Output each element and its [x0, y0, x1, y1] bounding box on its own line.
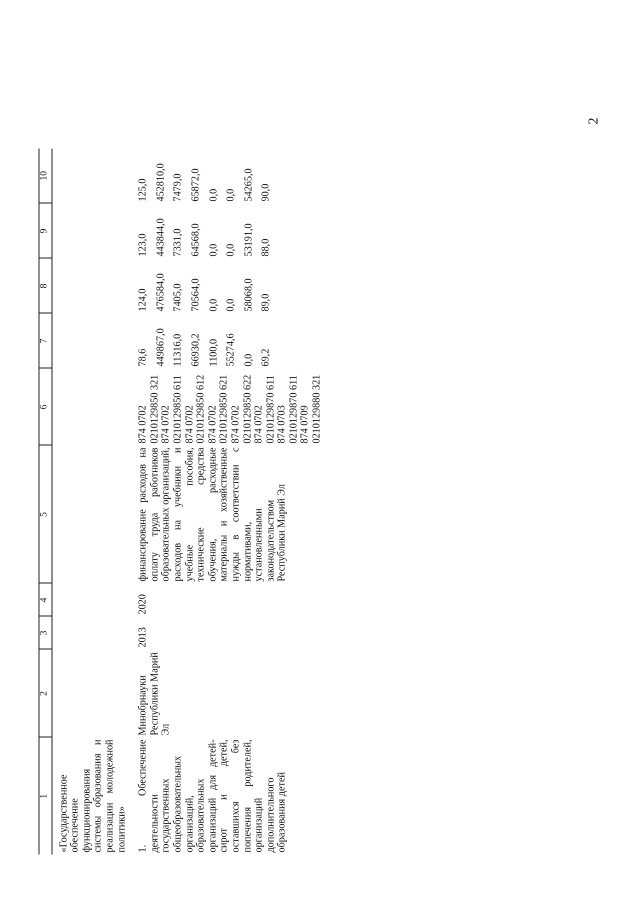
value: 11316,0	[172, 333, 184, 367]
column-header: 7	[39, 314, 52, 369]
budget-code-cell	[138, 369, 324, 446]
value: 78,6	[137, 348, 149, 367]
value: 90,0	[260, 183, 272, 202]
values-col8	[138, 259, 324, 314]
description-cell: финансирование расходов на оплату труда работников образовательных организаций, расходов на учебники и учебные пособия, технические средства обучения, расходные материалы и хозяйственные нужды в соответствии с нормативами, установленными законодательством Республики Марий Эл	[137, 447, 288, 582]
budget-code: 874 0702 0210129850 612	[184, 374, 207, 444]
value: 7479,0	[172, 173, 184, 202]
values-col10	[138, 149, 324, 204]
value: 54265,0	[243, 168, 255, 202]
start-year-cell: 2013	[137, 627, 149, 648]
page-number: 2	[586, 117, 602, 125]
column-header: 9	[39, 204, 52, 259]
column-header: 3	[39, 617, 52, 650]
budget-code: 874 0702 0210129850 622	[230, 374, 253, 444]
value: 0,0	[208, 243, 220, 257]
value: 0,0	[225, 243, 237, 257]
program-table	[39, 149, 324, 855]
values-col9	[138, 204, 324, 259]
value: 476584,0	[155, 273, 167, 312]
budget-code: 874 0702 0210129850 621	[207, 374, 230, 444]
budget-code: 874 0702 0210129850 321	[137, 374, 161, 444]
column-header: 1	[39, 738, 52, 855]
value: 70564,0	[190, 278, 202, 312]
column-header: 6	[39, 369, 52, 446]
executor-cell: Минобрнауки Республики Марий Эл	[137, 652, 172, 736]
activity-name-cell: 1. Обеспечение деятельности государственных общеобразовательных организаций, образовательных организаций для детей-сирот и детей, оставшихся без попечения родителей, организаций дополнительного образования детей	[137, 739, 288, 853]
rotated-content	[1, 0, 640, 905]
column-header: 4	[39, 584, 52, 617]
value: 125,0	[137, 178, 149, 202]
budget-code: 874 0702 0210129850 611	[160, 375, 184, 444]
values-col7	[138, 314, 324, 369]
end-year-cell: 2020	[137, 594, 149, 615]
value: 0,0	[208, 188, 220, 202]
value: 0,0	[225, 188, 237, 202]
column-header: 2	[39, 650, 52, 738]
budget-code: 874 0709 0210129880 321	[299, 374, 323, 444]
value: 65872,0	[190, 168, 202, 202]
table-row	[52, 149, 138, 855]
column-header: 5	[39, 446, 52, 584]
value: 0,0	[225, 298, 237, 312]
column-header: 10	[39, 149, 52, 204]
value: 1100,0	[208, 338, 220, 367]
budget-code: 874 0703 0210129870 611	[276, 375, 300, 444]
value: 7405,0	[172, 283, 184, 312]
value: 53191,0	[243, 223, 255, 257]
value: 88,0	[260, 238, 272, 257]
value: 7331,0	[172, 228, 184, 257]
value: 123,0	[137, 233, 149, 257]
value: 452810,0	[155, 163, 167, 202]
value: 58068,0	[243, 278, 255, 312]
value: 0,0	[243, 353, 255, 367]
column-header: 8	[39, 259, 52, 314]
program-title-cell: «Государственное обеспечение функционирования системы образования и реализации молодежной политики»	[58, 739, 128, 853]
value: 55274,6	[225, 333, 237, 367]
value: 443844,0	[155, 218, 167, 257]
value: 89,0	[260, 293, 272, 312]
column-number-row	[39, 149, 52, 855]
value: 124,0	[137, 288, 149, 312]
value: 0,0	[208, 298, 220, 312]
value: 69,2	[260, 348, 272, 367]
value: 64568,0	[190, 223, 202, 257]
table-row	[138, 149, 324, 855]
value: 66930,2	[190, 333, 202, 367]
value: 449867,0	[155, 328, 167, 367]
budget-code: 874 0702 0210129870 611	[253, 375, 277, 444]
